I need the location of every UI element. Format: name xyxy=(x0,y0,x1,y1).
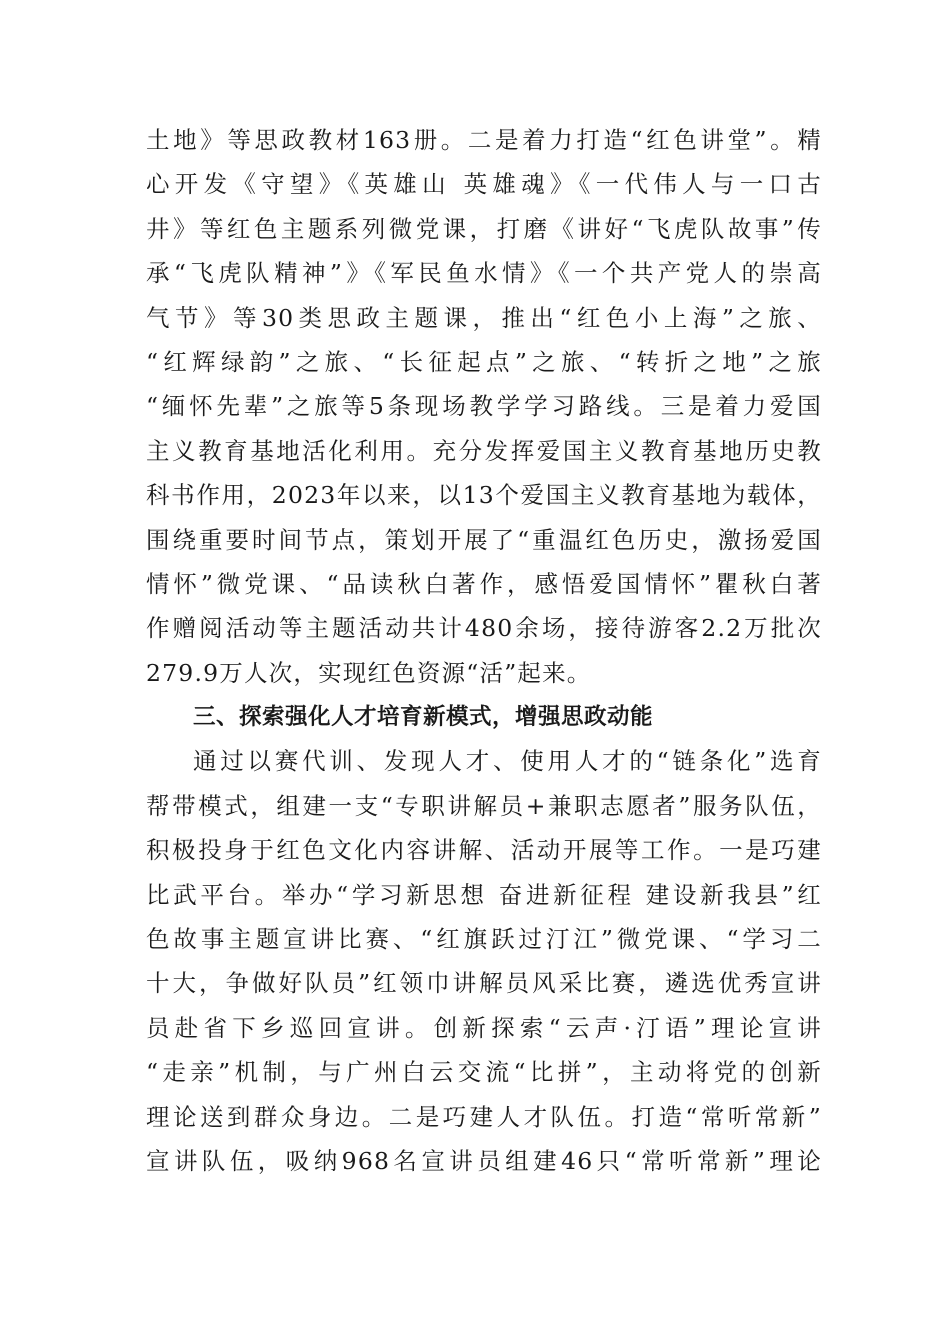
section-heading: 三、探索强化人才培育新模式，增强思政动能 xyxy=(193,704,654,731)
paragraph-line: 科书作用，2023年以来，以13个爱国主义教育基地为载体， xyxy=(146,481,822,510)
paragraph-line: 积极投身于红色文化内容讲解、活动开展等工作。一是巧建 xyxy=(146,836,822,865)
paragraph-line: 员赴省下乡巡回宣讲。创新探索“云声·汀语”理论宣讲 xyxy=(146,1013,822,1042)
paragraph-line: 气节》等30类思政主题课，推出“红色小上海”之旅、 xyxy=(146,303,822,332)
paragraph-line: 主义教育基地活化利用。充分发挥爱国主义教育基地历史教 xyxy=(146,436,822,465)
paragraph-line: “缅怀先辈”之旅等5条现场教学学习路线。三是着力爱国 xyxy=(146,392,822,421)
paragraph-line: 帮带模式，组建一支“专职讲解员+兼职志愿者”服务队伍， xyxy=(146,791,822,820)
paragraph-line: 心开发《守望》《英雄山 英雄魂》《一代伟人与一口古 xyxy=(146,170,822,199)
paragraph-line: 十大，争做好队员”红领巾讲解员风采比赛，遴选优秀宣讲 xyxy=(146,969,822,998)
paragraph-line: 情怀”微党课、“品读秋白著作，感悟爱国情怀”瞿秋白著 xyxy=(146,569,822,598)
paragraph-line: 井》等红色主题系列微党课，打磨《讲好“飞虎队故事”传 xyxy=(146,214,822,243)
paragraph-line: “红辉绿韵”之旅、“长征起点”之旅、“转折之地”之旅 xyxy=(146,347,822,376)
document-body xyxy=(146,118,822,1183)
paragraph-line: 围绕重要时间节点，策划开展了“重温红色历史，激扬爱国 xyxy=(146,525,822,554)
paragraph-line: 通过以赛代训、发现人才、使用人才的“链条化”选育 xyxy=(193,747,822,776)
paragraph-2 xyxy=(146,739,822,1183)
paragraph-line: 色故事主题宣讲比赛、“红旗跃过汀江”微党课、“学习二 xyxy=(146,925,822,954)
paragraph-line: 理论送到群众身边。二是巧建人才队伍。打造“常听常新” xyxy=(146,1102,822,1131)
paragraph-line: 土地》等思政教材163册。二是着力打造“红色讲堂”。精 xyxy=(146,126,822,154)
paragraph-line: 比武平台。举办“学习新思想 奋进新征程 建设新我县”红 xyxy=(146,880,822,909)
paragraph-1 xyxy=(146,118,822,695)
paragraph-line: 作赠阅活动等主题活动共计480余场，接待游客2.2万批次 xyxy=(146,614,822,643)
paragraph-line: 279.9万人次，实现红色资源“活”起来。 xyxy=(146,658,592,687)
paragraph-line: “走亲”机制，与广州白云交流“比拼”，主动将党的创新 xyxy=(146,1058,822,1087)
paragraph-line: 宣讲队伍，吸纳968名宣讲员组建46只“常听常新”理论 xyxy=(146,1146,822,1175)
paragraph-line: 承“飞虎队精神”》《军民鱼水情》《一个共产党人的崇高 xyxy=(146,259,822,288)
